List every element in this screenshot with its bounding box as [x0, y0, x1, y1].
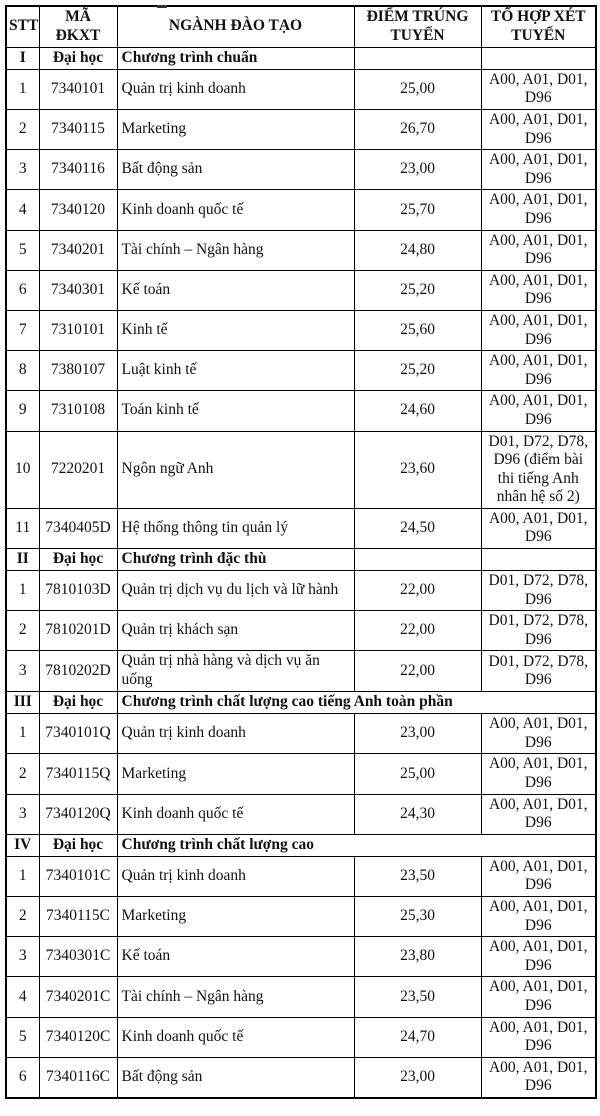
score-cell: 23,80: [354, 937, 481, 977]
code-cell: 7340115: [39, 110, 117, 150]
combo-cell: A00, A01, D01, D96: [481, 794, 596, 834]
major-cell: Tài chính – Ngân hàng: [117, 977, 354, 1017]
code-cell: 7340301: [39, 270, 117, 310]
stt-cell: 7: [6, 310, 39, 350]
stt-cell: 1: [6, 856, 39, 896]
major-cell: Marketing: [117, 897, 354, 937]
stt-cell: 1: [6, 69, 39, 109]
table-row: [6, 937, 596, 977]
stt-cell: 3: [6, 651, 39, 692]
header-cell-stt: STT: [6, 6, 39, 47]
table-row: [6, 977, 596, 1017]
stt-cell: 5: [6, 230, 39, 270]
table-row: [6, 1057, 596, 1098]
header-cell-score: ĐIỂM TRÚNG TUYỂN: [354, 6, 481, 47]
table-row: [6, 69, 596, 109]
code-cell: 7340120: [39, 190, 117, 230]
score-cell: 23,50: [354, 977, 481, 1017]
score-cell: 25,70: [354, 190, 481, 230]
table-row: [6, 230, 596, 270]
header-cell-code: MÃ ĐKXT: [39, 6, 117, 47]
scanned-document-page: [0, 5, 600, 1116]
admission-scores-table: [5, 5, 597, 1099]
major-cell: Toán kinh tế: [117, 391, 354, 431]
major-cell: Kinh doanh quốc tế: [117, 794, 354, 834]
score-cell: 25,20: [354, 270, 481, 310]
score-cell: 22,00: [354, 611, 481, 651]
score-cell: 25,00: [354, 754, 481, 794]
section-header-row: [6, 692, 596, 714]
combo-cell: A00, A01, D01, D96: [481, 508, 596, 548]
stt-cell: 1: [6, 571, 39, 611]
major-cell: Quản trị khách sạn: [117, 611, 354, 651]
combo-cell: A00, A01, D01, D96: [481, 977, 596, 1017]
score-cell: 24,30: [354, 794, 481, 834]
table-row: [6, 571, 596, 611]
stt-cell: 3: [6, 794, 39, 834]
section-title: Chương trình chất lượng cao tiếng Anh toàn phần: [117, 692, 596, 714]
code-cell: 7310108: [39, 391, 117, 431]
section-header-row: [6, 47, 596, 69]
combo-cell: A00, A01, D01, D96: [481, 150, 596, 190]
header-cell-major: NGÀNH ĐÀO TẠO: [117, 6, 354, 47]
score-cell: 24,50: [354, 508, 481, 548]
table-row: [6, 431, 596, 508]
major-cell: Quản trị nhà hàng và dịch vụ ăn uống: [117, 651, 354, 692]
section-numeral: IV: [6, 834, 39, 856]
stt-cell: 3: [6, 937, 39, 977]
code-cell: 7340116C: [39, 1057, 117, 1098]
stt-cell: 3: [6, 150, 39, 190]
major-cell: Marketing: [117, 754, 354, 794]
table-row: [6, 270, 596, 310]
table-body: [6, 47, 596, 1098]
code-cell: 7340405D: [39, 508, 117, 548]
header-cell-combo: TỔ HỢP XÉT TUYỂN: [481, 6, 596, 47]
stt-cell: 6: [6, 270, 39, 310]
table-row: [6, 110, 596, 150]
table-row: [6, 714, 596, 754]
combo-cell: A00, A01, D01, D96: [481, 897, 596, 937]
code-cell: 7380107: [39, 351, 117, 391]
code-cell: 7340115C: [39, 897, 117, 937]
combo-cell: D01, D72, D78, D96 (điểm bài thi tiếng Anh nhân hệ số 2): [481, 431, 596, 508]
score-cell: 24,70: [354, 1017, 481, 1057]
table-row: [6, 508, 596, 548]
stt-cell: 2: [6, 611, 39, 651]
combo-cell: A00, A01, D01, D96: [481, 1017, 596, 1057]
combo-cell: A00, A01, D01, D96: [481, 937, 596, 977]
stt-cell: 2: [6, 754, 39, 794]
stt-cell: 9: [6, 391, 39, 431]
score-cell: 24,60: [354, 391, 481, 431]
code-cell: 7340301C: [39, 937, 117, 977]
combo-cell: A00, A01, D01, D96: [481, 190, 596, 230]
score-cell: 25,20: [354, 351, 481, 391]
score-cell: 22,00: [354, 571, 481, 611]
code-cell: 7340115Q: [39, 754, 117, 794]
section-level: Đại học: [39, 834, 117, 856]
code-cell: 7810103D: [39, 571, 117, 611]
code-cell: 7310101: [39, 310, 117, 350]
stt-cell: 2: [6, 897, 39, 937]
section-numeral: I: [6, 47, 39, 69]
stt-cell: 8: [6, 351, 39, 391]
combo-cell: D01, D72, D78, D96: [481, 611, 596, 651]
stt-cell: 6: [6, 1057, 39, 1098]
combo-cell: A00, A01, D01, D96: [481, 714, 596, 754]
score-cell: 23,50: [354, 856, 481, 896]
major-cell: Quản trị kinh doanh: [117, 714, 354, 754]
stt-cell: 1: [6, 714, 39, 754]
score-cell: 24,80: [354, 230, 481, 270]
code-cell: 7340201: [39, 230, 117, 270]
combo-cell: A00, A01, D01, D96: [481, 230, 596, 270]
table-row: [6, 856, 596, 896]
section-numeral: III: [6, 692, 39, 714]
combo-cell: A00, A01, D01, D96: [481, 754, 596, 794]
section-level: Đại học: [39, 47, 117, 69]
major-cell: Bất động sản: [117, 1057, 354, 1098]
major-cell: Kinh tế: [117, 310, 354, 350]
table-row: [6, 391, 596, 431]
table-row: [6, 310, 596, 350]
combo-cell: A00, A01, D01, D96: [481, 69, 596, 109]
code-cell: 7340201C: [39, 977, 117, 1017]
cropped-text-fragment-top: [157, 5, 167, 8]
stt-cell: 10: [6, 431, 39, 508]
score-cell: 23,60: [354, 431, 481, 508]
section-numeral: II: [6, 549, 39, 571]
combo-cell: D01, D72, D78, D96: [481, 651, 596, 692]
major-cell: Hệ thống thông tin quản lý: [117, 508, 354, 548]
major-cell: Quản trị dịch vụ du lịch và lữ hành: [117, 571, 354, 611]
section-title: Chương trình đặc thù: [117, 549, 354, 571]
major-cell: Kế toán: [117, 270, 354, 310]
major-cell: Tài chính – Ngân hàng: [117, 230, 354, 270]
table-row: [6, 897, 596, 937]
score-cell: 22,00: [354, 651, 481, 692]
major-cell: Kinh doanh quốc tế: [117, 1017, 354, 1057]
section-empty-score-cell: [354, 549, 481, 571]
stt-cell: 5: [6, 1017, 39, 1057]
code-cell: 7340116: [39, 150, 117, 190]
table-row: [6, 794, 596, 834]
score-cell: 23,00: [354, 714, 481, 754]
major-cell: Quản trị kinh doanh: [117, 856, 354, 896]
combo-cell: A00, A01, D01, D96: [481, 1057, 596, 1098]
table-row: [6, 190, 596, 230]
stt-cell: 4: [6, 977, 39, 1017]
section-title: Chương trình chất lượng cao: [117, 834, 596, 856]
score-cell: 23,00: [354, 1057, 481, 1098]
combo-cell: A00, A01, D01, D96: [481, 351, 596, 391]
major-cell: Quản trị kinh doanh: [117, 69, 354, 109]
major-cell: Ngôn ngữ Anh: [117, 431, 354, 508]
stt-cell: 11: [6, 508, 39, 548]
code-cell: 7340120Q: [39, 794, 117, 834]
stt-cell: 4: [6, 190, 39, 230]
major-cell: Kinh doanh quốc tế: [117, 190, 354, 230]
code-cell: 7340120C: [39, 1017, 117, 1057]
combo-cell: A00, A01, D01, D96: [481, 310, 596, 350]
code-cell: 7340101: [39, 69, 117, 109]
code-cell: 7340101Q: [39, 714, 117, 754]
table-row: [6, 351, 596, 391]
section-header-row: [6, 834, 596, 856]
code-cell: 7810202D: [39, 651, 117, 692]
table-row: [6, 1017, 596, 1057]
table-header: [6, 6, 596, 47]
combo-cell: A00, A01, D01, D96: [481, 110, 596, 150]
section-empty-combo-cell: [481, 549, 596, 571]
score-cell: 25,60: [354, 310, 481, 350]
combo-cell: A00, A01, D01, D96: [481, 391, 596, 431]
major-cell: Luật kinh tế: [117, 351, 354, 391]
section-header-row: [6, 549, 596, 571]
table-row: [6, 611, 596, 651]
section-title: Chương trình chuẩn: [117, 47, 354, 69]
major-cell: Marketing: [117, 110, 354, 150]
stt-cell: 2: [6, 110, 39, 150]
combo-cell: D01, D72, D78, D96: [481, 571, 596, 611]
combo-cell: A00, A01, D01, D96: [481, 270, 596, 310]
code-cell: 7340101C: [39, 856, 117, 896]
table-row: [6, 150, 596, 190]
table-row: [6, 651, 596, 692]
major-cell: Bất động sản: [117, 150, 354, 190]
section-empty-combo-cell: [481, 47, 596, 69]
combo-cell: A00, A01, D01, D96: [481, 856, 596, 896]
score-cell: 26,70: [354, 110, 481, 150]
section-level: Đại học: [39, 549, 117, 571]
section-empty-score-cell: [354, 47, 481, 69]
score-cell: 25,30: [354, 897, 481, 937]
header-row: [6, 6, 596, 47]
score-cell: 25,00: [354, 69, 481, 109]
code-cell: 7810201D: [39, 611, 117, 651]
section-level: Đại học: [39, 692, 117, 714]
major-cell: Kế toán: [117, 937, 354, 977]
code-cell: 7220201: [39, 431, 117, 508]
score-cell: 23,00: [354, 150, 481, 190]
table-row: [6, 754, 596, 794]
